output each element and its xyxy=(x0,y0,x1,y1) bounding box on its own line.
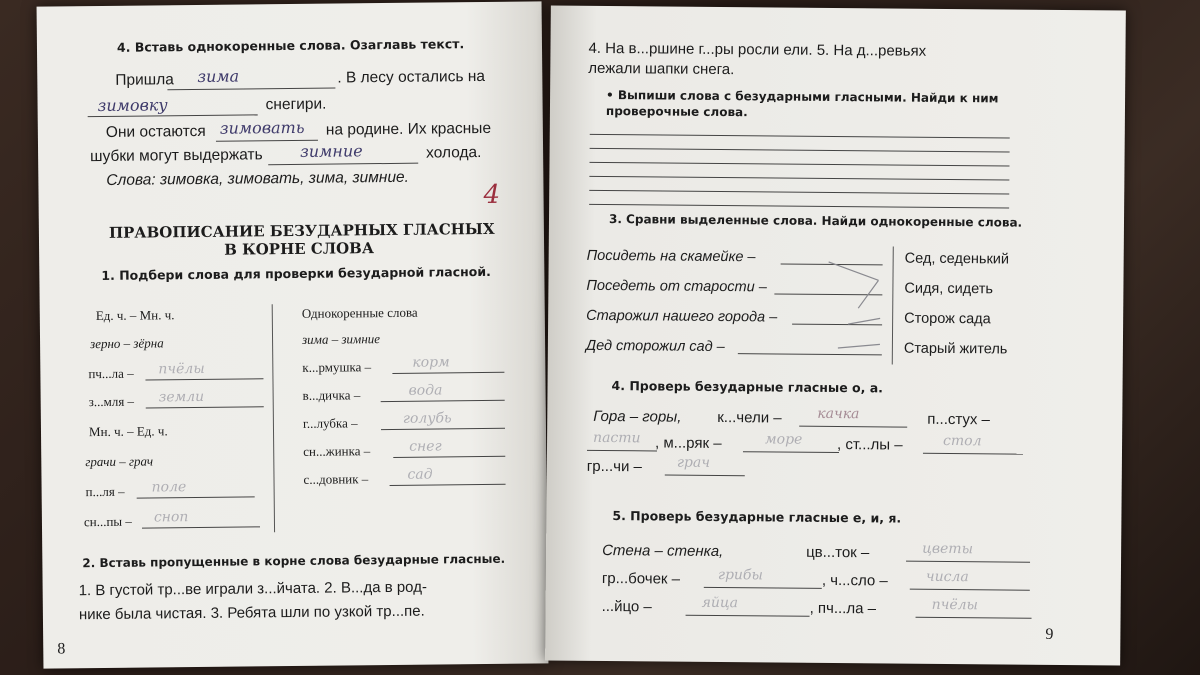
right-page: 4. На в...ршине г...ры росли ели. 5. На д...ревьях лежали шапки снега. • Выпиши слова с безударными гласными. Найди к ним проверочные слова. 3. Сравни выделенные слова. Найди однокоренные слова. Посидеть на скамейке – Поседеть от старости – Старожил нашего города – Дед сторожил сад – Сед, седенький Сидя, сидеть Сторож сада Старый житель 4. Проверь безударные гласные о, а. Гора – горы, к...чели – качка п...стух – пасти , м...ряк – море , ст...лы – стол гр...чи – грач 5. Проверь безударные гласные е, и, я. Стена – стенка, цв...ток – цветы гр...бочек – грибы , ч...сло – числа ...йцо – яйца , пч...ла – пчёлы 9 xyxy=(545,6,1126,666)
example: Гора – горы, xyxy=(593,407,682,426)
task3-title: 3. Сравни выделенные слова. Найди однокоренные слова. xyxy=(608,212,1023,230)
example: Стена – стенка, xyxy=(602,541,724,561)
pencil-answer: снег xyxy=(409,438,442,455)
pencil-answer: вода xyxy=(408,382,443,399)
pencil-answer: пчёлы xyxy=(931,596,979,614)
pencil-answer: грибы xyxy=(717,566,763,584)
pencil-answer: сад xyxy=(407,466,433,483)
pencil-answer: пасти xyxy=(593,429,641,447)
text-line: 4. На в...ршине г...ры росли ели. 5. На д...ревьях xyxy=(588,39,927,60)
task2-text-line: нике была чистая. 3. Ребята шли по узкой тр...пе. xyxy=(78,602,425,624)
task4-line-1: Пришла xyxy=(115,71,174,89)
left-page: 4. Вставь однокоренные слова. Озаглавь текст. Пришла зима . В лесу остались на зимовку снегири. Они остаются зимовать на родине. Их красные шубки могут выдержать зимние холода. Слова: зимовка, зимовать, зима, зимние. 4 ПРАВОПИСАНИЕ БЕЗУДАРНЫХ ГЛАСНЫХ В КОРНЕ СЛОВА 1. Подбери слова для проверки безударной гласной. Ед. ч. – Мн. ч. зерно – зёрна пч...ла – пчёлы з...мля – земли Мн. ч. – Ед. ч. грачи – грач п...ля – поле сн...пы – сноп Однокоренные слова зима – зимние к...рмушка – корм в...дичка – вода г...лубка – голубь сн...жинка – снег с...довник – сад 2. Вставь пропущенные в корне слова безударные гласные. 1. В густой тр...ве играли з...йчата. 2. В...да в род- нике была чистая. 3. Ребята шли по узкой тр...пе. 8 xyxy=(37,1,549,668)
bullet-task: проверочные слова. xyxy=(605,103,748,120)
pencil-answer: голубь xyxy=(402,410,452,427)
pencil-answer: цветы xyxy=(922,540,974,558)
pencil-answer: поле xyxy=(151,479,187,496)
handwritten-answer: зимовку xyxy=(97,95,168,116)
pencil-answer: земли xyxy=(158,388,205,406)
page-number: 9 xyxy=(1045,625,1054,643)
task4-title: 4. Проверь безударные гласные о, а. xyxy=(611,378,884,396)
pencil-answer: корм xyxy=(412,354,450,371)
section-title: ПРАВОПИСАНИЕ БЕЗУДАРНЫХ ГЛАСНЫХ xyxy=(108,219,495,242)
task5-title: 5. Проверь безударные гласные е, и, я. xyxy=(612,508,902,526)
pencil-answer: яйца xyxy=(701,594,739,612)
example: зима – зимние xyxy=(301,331,381,347)
task1-title: 1. Подбери слова для проверки безударной гласной. xyxy=(101,263,491,283)
column-header: Мн. ч. – Ед. ч. xyxy=(88,423,168,440)
pencil-answer: грач xyxy=(676,454,711,471)
section-subtitle: В КОРНЕ СЛОВА xyxy=(224,239,375,259)
example: грачи – грач xyxy=(85,453,154,470)
pencil-answer: пчёлы xyxy=(158,360,205,378)
pencil-answer: качка xyxy=(817,405,860,423)
pencil-answer: море xyxy=(765,431,803,448)
column-header: Ед. ч. – Мн. ч. xyxy=(95,307,175,324)
pencil-answer: числа xyxy=(925,568,969,586)
page-number: 8 xyxy=(57,640,66,658)
handwritten-answer: зима xyxy=(197,66,240,86)
pencil-answer: стол xyxy=(943,432,982,450)
task4-title: 4. Вставь однокоренные слова. Озаглавь текст. xyxy=(116,36,465,55)
pencil-arrows xyxy=(818,248,899,369)
bullet-task: • Выпиши слова с безударными гласными. Найди к ним xyxy=(606,87,999,106)
handwritten-answer: зимовать xyxy=(219,117,305,138)
task2-title: 2. Вставь пропущенные в корне слова безударные гласные. xyxy=(82,551,506,571)
example: зерно – зёрна xyxy=(90,335,164,352)
grade-mark: 4 xyxy=(483,179,501,210)
handwritten-answer: зимние xyxy=(299,141,363,161)
task4-words: Слова: зимовка, зимовать, зима, зимние. xyxy=(106,168,410,189)
column-divider xyxy=(272,304,275,532)
task2-text-line: 1. В густой тр...ве играли з...йчата. 2. В...да в род- xyxy=(78,578,428,600)
text-line: лежали шапки снега. xyxy=(588,59,735,79)
pencil-answer: сноп xyxy=(153,509,189,526)
column-header: Однокоренные слова xyxy=(301,304,418,321)
